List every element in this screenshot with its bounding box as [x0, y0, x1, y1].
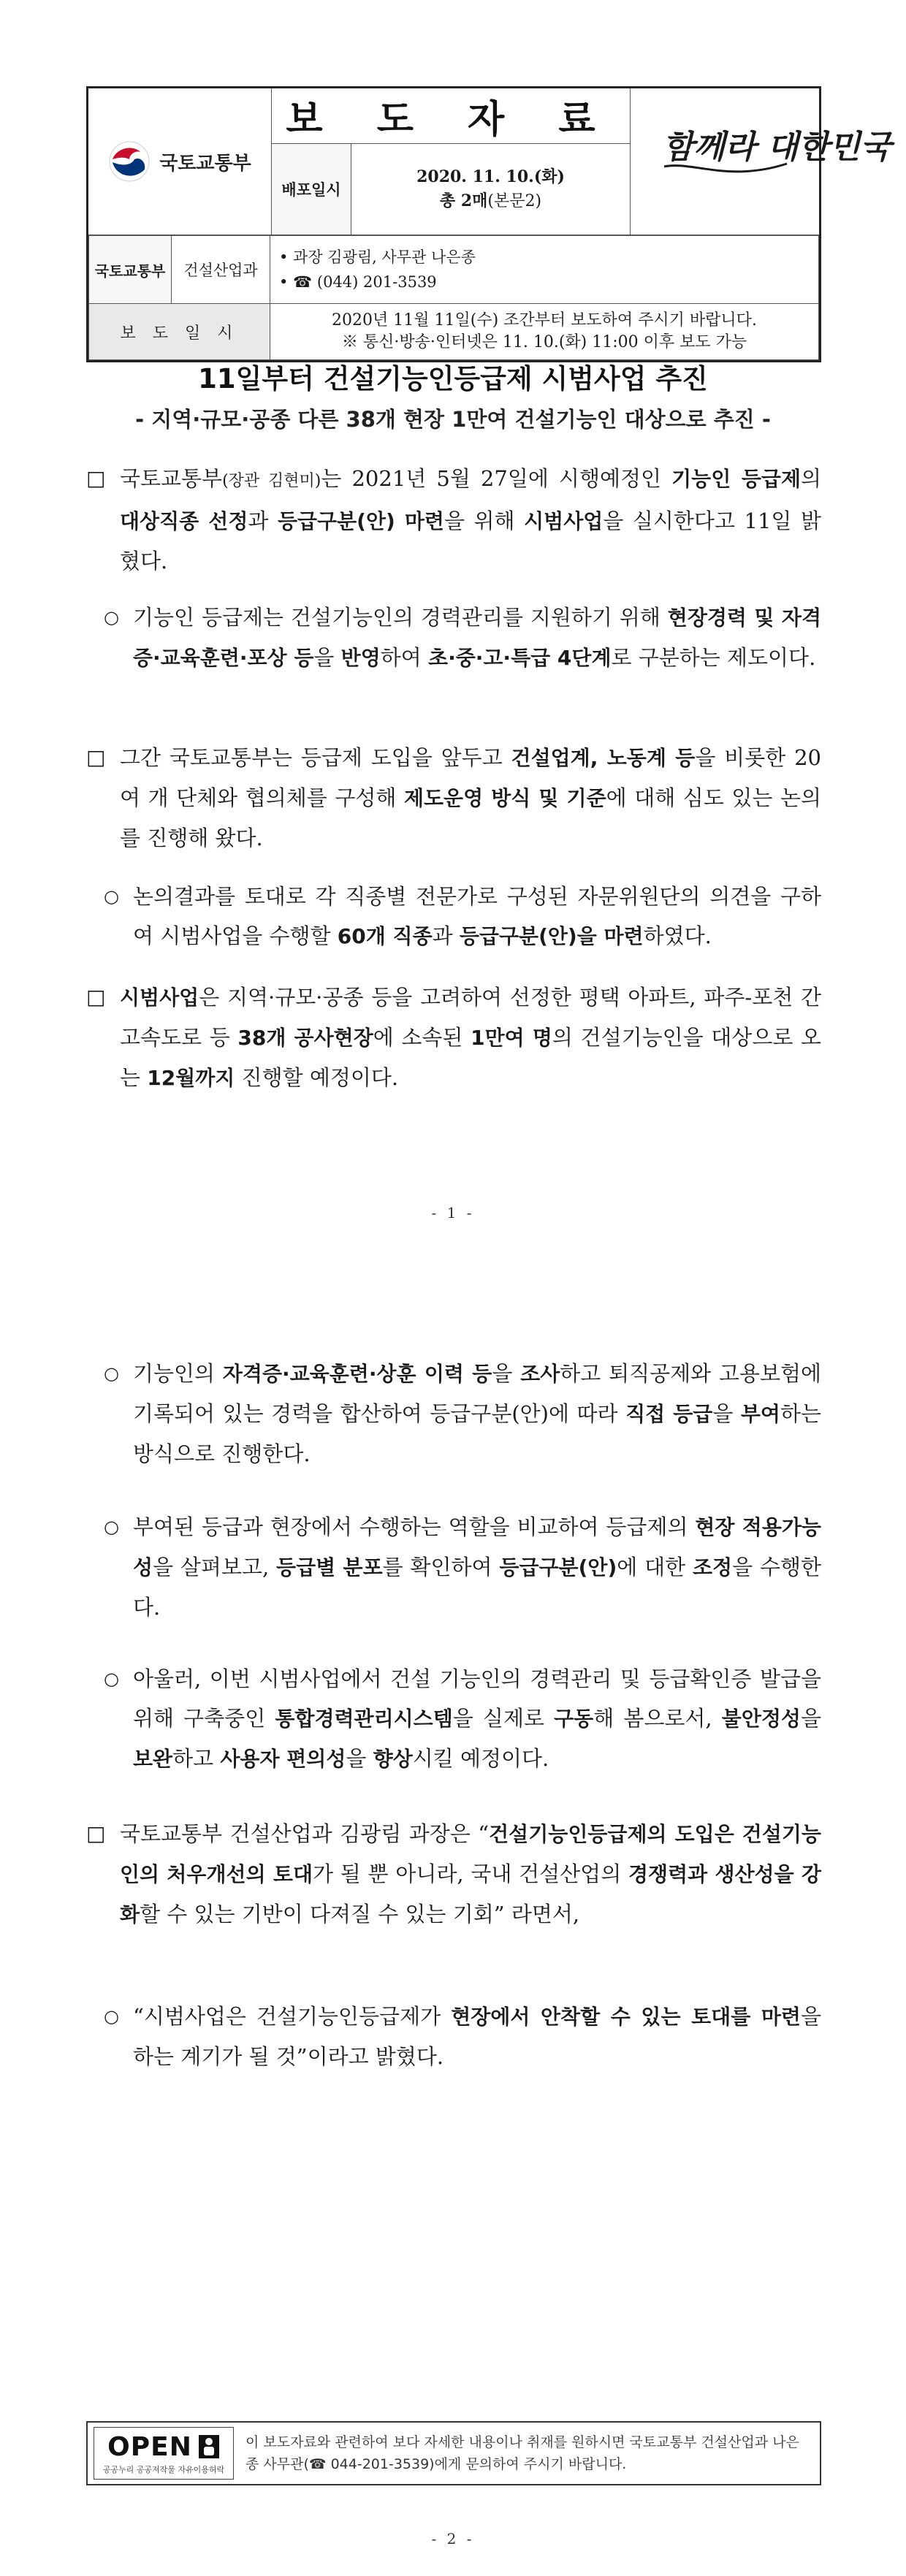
circle-bullet: ○: [104, 886, 119, 907]
paragraph-2-3: ○ 아울러, 이번 시범사업에서 건설 기능인의 경력관리 및 등급확인증 발급을 위해 구축중인 통합경력관리시스템을 실제로 구동해 봄으로서, 불안정성을 보완하고 사용자 편의성을 향상시킬 예정이다.: [86, 1659, 821, 1779]
paragraph-1-4: ○ 논의결과를 토대로 각 직종별 전문가로 구성된 자문위원단의 의견을 구하여 시범사업을 수행할 60개 직종과 등급구분(안)을 마련하였다.: [86, 877, 821, 956]
paragraph-2-2: ○ 부여된 등급과 현장에서 수행하는 역할을 비교하여 등급제의 현장 적용가능성을 살펴보고, 등급별 분포를 확인하여 등급구분(안)에 대한 조정을 수행한다.: [86, 1507, 821, 1627]
distribution-value: [351, 144, 631, 235]
open-license-sub: 공공누리 공공저작물 자유이용허락: [102, 2464, 225, 2474]
document-type-title: 보 도 자 료: [272, 88, 631, 144]
dept-division: 건설산업과: [172, 236, 270, 304]
footer-notice-box: [86, 2421, 821, 2485]
contact-people: • 과장 김광림, 사무관 나은종: [279, 248, 476, 266]
contact-table: [88, 235, 819, 360]
box-bullet: □: [86, 985, 106, 1009]
paragraph-1-1: □ 국토교통부(장관 김현미)는 2021년 5월 27일에 시행예정인 기능인 등급제의 대상직종 선정과 등급구분(안) 마련을 위해 시범사업을 실시한다고 11일 밝혔다.: [86, 459, 821, 581]
box-bullet: □: [86, 745, 106, 769]
box-bullet: □: [86, 466, 106, 490]
circle-bullet: ○: [104, 1669, 119, 1689]
page-number-2: - 2 -: [431, 2530, 475, 2548]
dept-ministry: 국토교통부: [89, 236, 172, 304]
circle-bullet: ○: [104, 2006, 119, 2027]
paragraph-2-1: ○ 기능인의 자격증·교육훈련·상훈 이력 등을 조사하고 퇴직공제와 고용보험에 기록되어 있는 경력을 합산하여 등급구분(안)에 따라 직접 등급을 부여하는 방식으로 진행한다.: [86, 1354, 821, 1474]
embargo-line-1: 2020년 11월 11일(수) 조간부터 보도하여 주시기 바랍니다.: [332, 311, 757, 329]
paragraph-1-5: □ 시범사업은 지역·규모·공종 등을 고려하여 선정한 평택 아파트, 파주-포천 간 고속도로 등 38개 공사현장에 소속된 1만여 명의 건설기능인을 대상으로 오는 12월까지 진행할 예정이다.: [86, 978, 821, 1098]
slogan-calligraphy: [648, 115, 891, 203]
contact-info: [270, 236, 819, 304]
paragraph-2-4: □ 국토교통부 건설산업과 김광림 과장은 “건설기능인등급제의 도입은 건설기능인의 처우개선의 토대가 될 뿐 아니라, 국내 건설산업의 경쟁력과 생산성을 강화할 수 있는 기반이 다져질 수 있는 기회” 라면서,: [86, 1814, 821, 1935]
page-2: [0, 1288, 906, 2576]
person-license-icon: [198, 2434, 220, 2459]
page-count-note: (본문2): [487, 192, 542, 210]
embargo-line-2: ※ 통신·방송·인터넷은 11. 10.(화) 11:00 이후 보도 가능: [341, 333, 747, 351]
government-emblem-icon: [108, 140, 151, 183]
embargo-value: [270, 304, 819, 360]
circle-bullet: ○: [104, 607, 119, 628]
ministry-name: 국토교통부: [159, 152, 251, 175]
paragraph-1-2: ○ 기능인 등급제는 건설기능인의 경력관리를 지원하기 위해 현장경력 및 자격증·교육훈련·포상 등을 반영하여 초·중·고·특급 4단계로 구분하는 제도이다.: [86, 598, 821, 678]
slogan-cell: [631, 88, 891, 235]
page-count: 총 2매: [439, 191, 488, 210]
open-license-badge: [94, 2427, 234, 2480]
box-bullet: □: [86, 1821, 106, 1845]
circle-bullet: ○: [104, 1517, 119, 1537]
slogan-text: 함께라 대한민국: [663, 129, 891, 166]
open-label: OPEN: [107, 2431, 192, 2462]
distribution-label: 배포일시: [272, 144, 351, 235]
ministry-logo-cell: [88, 88, 272, 235]
distribution-date: 2020. 11. 10.(화): [416, 167, 565, 186]
page-number-1: - 1 -: [431, 1204, 475, 1222]
circle-bullet: ○: [104, 1363, 119, 1384]
press-header-table: [86, 86, 891, 362]
embargo-label: 보 도 일 시: [89, 304, 270, 360]
press-subtitle: - 지역·규모·공종 다른 38개 현장 1만여 건설기능인 대상으로 추진 -: [135, 407, 771, 432]
footer-contact-text: 이 보도자료와 관련하여 보다 자세한 내용이나 취재를 원하시면 국토교통부 건설산업과 나은종 사무관(☎ 044-201-3539)에게 문의하여 주시기 바랍니다.: [245, 2434, 799, 2472]
contact-phone: • ☎ (044) 201-3539: [279, 273, 437, 291]
paragraph-2-5: ○ “시범사업은 건설기능인등급제가 현장에서 안착할 수 있는 토대를 마련을 하는 계기가 될 것”이라고 밝혔다.: [86, 1997, 821, 2076]
paragraph-1-3: □ 그간 국토교통부는 등급제 도입을 앞두고 건설업계, 노동계 등을 비롯한 20여 개 단체와 협의체를 구성해 제도운영 방식 및 기준에 대해 심도 있는 논의를 진행해 왔다.: [86, 738, 821, 858]
press-title: 11일부터 건설기능인등급제 시범사업 추진: [198, 363, 708, 395]
